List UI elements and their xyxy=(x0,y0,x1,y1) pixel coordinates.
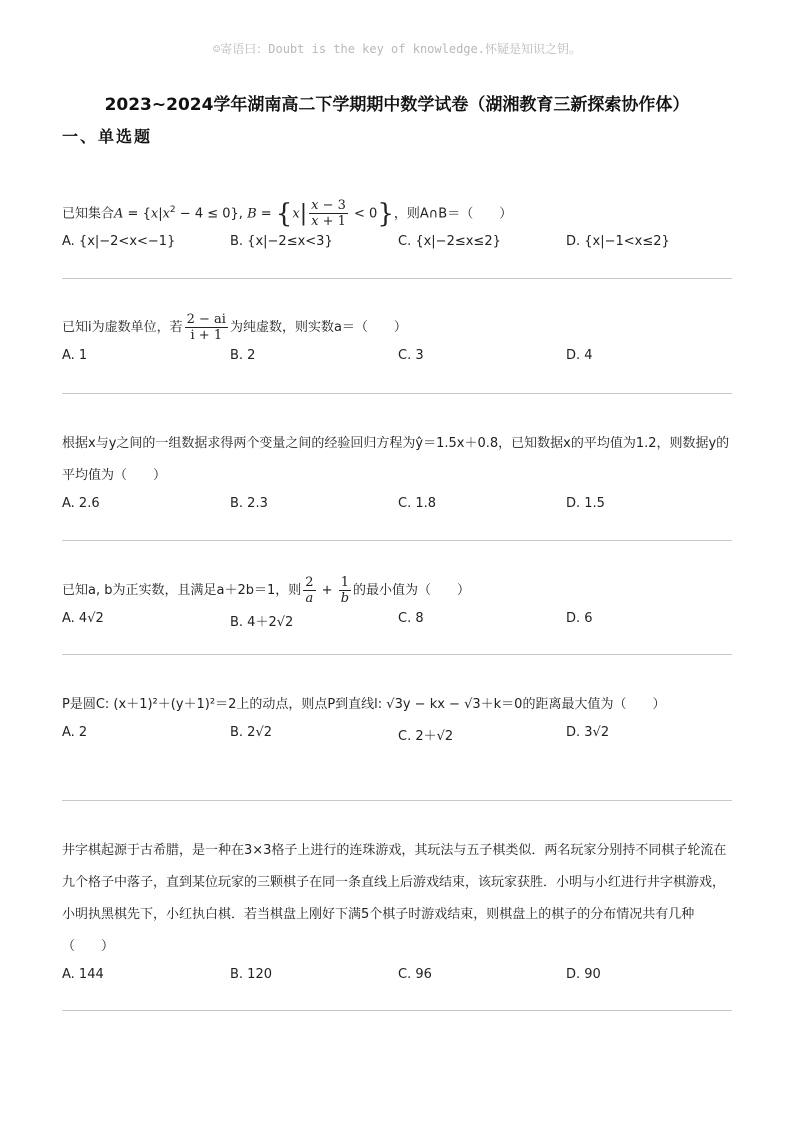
option-c[interactable]: C. 1.8 xyxy=(398,496,437,511)
option-a[interactable]: A. {x|−2<x<−1} xyxy=(62,234,176,250)
divider xyxy=(62,393,732,394)
question-2-stem: 已知i为虚数单位，若 $\frac{2 - ai}{i + 1}$ 为纯虚数，则实数a＝（ ） xyxy=(62,312,407,343)
option-c[interactable]: C. {x|−2≤x≤2} xyxy=(398,234,501,250)
question-4-stem: 已知a, b为正实数，且满足a＋2b＝1，则 $\frac{2}{a}$ + $\frac{1}{b}$ 的最小值为（ ） xyxy=(62,575,471,606)
option-d[interactable]: D. 3√2 xyxy=(566,725,610,740)
divider xyxy=(62,800,732,801)
option-b[interactable]: B. 2 xyxy=(230,348,256,363)
option-c[interactable]: C. 3 xyxy=(398,348,424,363)
option-b[interactable]: B. 2.3 xyxy=(230,496,268,511)
question-3-stem: 根据x与y之间的一组数据求得两个变量之间的经验回归方程为ŷ＝1.5x＋0.8，已知数据x的平均值为1.2，则数据y的平均值为（ ） xyxy=(62,436,730,483)
option-b[interactable]: B. {x|−2≤x<3} xyxy=(230,234,333,250)
divider xyxy=(62,1010,732,1011)
section-heading: 一、单选题 xyxy=(62,127,153,146)
question-1 xyxy=(62,194,732,258)
divider xyxy=(62,278,732,279)
option-a[interactable]: A. 4√2 xyxy=(62,611,104,626)
option-b[interactable]: B. 120 xyxy=(230,967,272,982)
option-a[interactable]: A. 2 xyxy=(62,725,88,740)
option-d[interactable]: D. 90 xyxy=(566,967,601,982)
question-1-stem: 已知集合$A = \{x|x^2 - 4 \le 0\}$, B = {x| $\frac{x - 3}{x + 1}$ < 0}，则A∩B＝（ ） xyxy=(62,198,513,230)
option-c[interactable]: C. 2＋√2 xyxy=(398,729,454,744)
question-2 xyxy=(62,312,732,372)
option-c[interactable]: C. 8 xyxy=(398,611,424,626)
option-d[interactable]: D. 4 xyxy=(566,348,593,363)
option-a[interactable]: A. 2.6 xyxy=(62,496,100,511)
option-b[interactable]: B. 2√2 xyxy=(230,725,273,740)
option-d[interactable]: D. 6 xyxy=(566,611,593,626)
question-4 xyxy=(62,575,732,635)
question-5 xyxy=(62,689,732,749)
question-5-stem: P是圆C: (x＋1)²＋(y＋1)²＝2上的动点，则点P到直线l: √3y − kx − √3＋k＝0的距离最大值为（ ） xyxy=(62,697,666,712)
divider xyxy=(62,540,732,541)
option-a[interactable]: A. 1 xyxy=(62,348,88,363)
question-6 xyxy=(62,835,732,991)
divider xyxy=(62,654,732,655)
option-d[interactable]: D. 1.5 xyxy=(566,496,605,511)
page-title: 2023~2024学年湖南高二下学期期中数学试卷（湖湘教育三新探索协作体） xyxy=(104,95,690,115)
option-c[interactable]: C. 96 xyxy=(398,967,432,982)
option-b[interactable]: B. 4＋2√2 xyxy=(230,615,294,630)
option-d[interactable]: D. {x|−1<x≤2} xyxy=(566,234,670,250)
watermark: ☺寄语曰：Doubt is the key of knowledge.怀疑是知识之钥。 xyxy=(213,42,581,56)
question-6-stem: 井字棋起源于古希腊，是一种在3×3格子上进行的连珠游戏，其玩法与五子棋类似．两名玩家分别持不同棋子轮流在九个格子中落子，直到某位玩家的三颗棋子在同一条直线上后游戏结束，该玩家获胜．小明与小红进行井字棋游戏，小明执黑棋先下，小红执白棋．若当棋盘上刚好下满5个棋子时游戏结束，则棋盘上的棋子的分布情况共有几种（ ） xyxy=(62,843,727,954)
option-a[interactable]: A. 144 xyxy=(62,967,104,982)
question-3 xyxy=(62,428,732,520)
